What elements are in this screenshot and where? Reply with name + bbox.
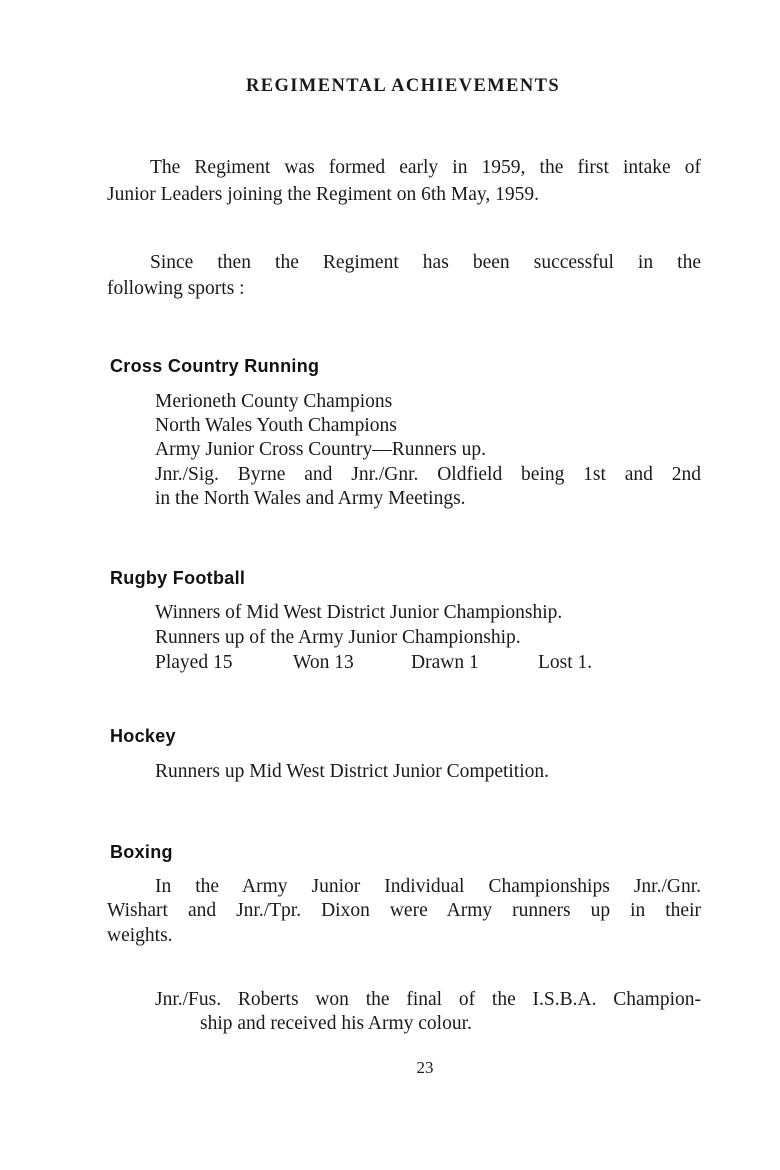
intro-line: Junior Leaders joining the Regiment on 6th May, 1959. xyxy=(107,184,539,205)
list-item: Runners up of the Army Junior Championship. xyxy=(155,627,521,648)
list-item: Jnr./Sig. Byrne and Jnr./Gnr. Oldfield being 1st and 2nd xyxy=(155,464,701,485)
boxing-line: weights. xyxy=(107,925,173,946)
list-item: Army Junior Cross Country—Runners up. xyxy=(155,439,486,460)
rugby-lost: Lost 1. xyxy=(538,652,593,673)
page-title: REGIMENTAL ACHIEVEMENTS xyxy=(245,76,561,96)
intro-line: The Regiment was formed early in 1959, the first intake of xyxy=(150,157,701,178)
intro-line: following sports : xyxy=(107,278,245,299)
rugby-played: Played 15 xyxy=(155,652,233,673)
section-heading-boxing: Boxing xyxy=(110,842,173,862)
boxing-line: In the Army Junior Individual Championships Jnr./Gnr. xyxy=(155,876,701,897)
page-number: 23 xyxy=(416,1058,434,1077)
rugby-drawn: Drawn 1 xyxy=(411,652,479,673)
section-heading-rugby: Rugby Football xyxy=(110,568,246,588)
boxing-line: ship and received his Army colour. xyxy=(200,1013,472,1034)
list-item: in the North Wales and Army Meetings. xyxy=(155,488,466,509)
boxing-line: Jnr./Fus. Roberts won the final of the I.S.B.A. Champion- xyxy=(155,989,701,1010)
section-heading-cross-country: Cross Country Running xyxy=(110,356,320,376)
list-item: Winners of Mid West District Junior Championship. xyxy=(155,602,563,623)
rugby-won: Won 13 xyxy=(293,652,354,673)
list-item: North Wales Youth Champions xyxy=(155,415,397,436)
boxing-line: Wishart and Jnr./Tpr. Dixon were Army runners up in their xyxy=(107,900,701,921)
intro-line: Since then the Regiment has been successful in the xyxy=(150,252,701,273)
list-item: Runners up Mid West District Junior Competition. xyxy=(155,761,550,782)
section-heading-hockey: Hockey xyxy=(110,726,176,746)
list-item: Merioneth County Champions xyxy=(155,391,393,412)
